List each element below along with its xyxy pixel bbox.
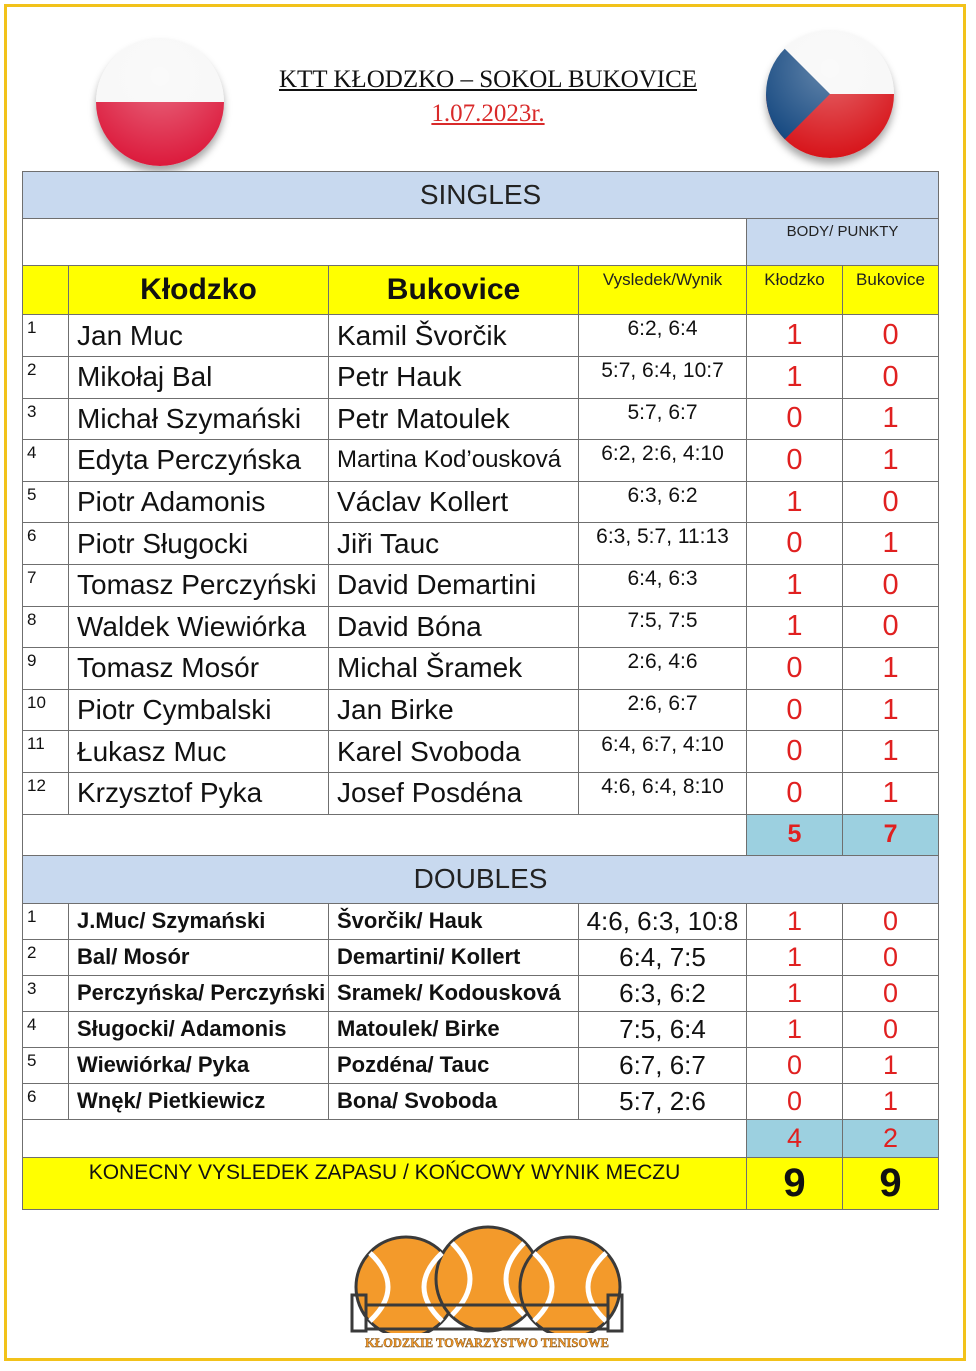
- points-team2: 0: [843, 564, 939, 606]
- singles-row: [23, 564, 939, 606]
- points-team1: 0: [747, 523, 843, 565]
- points-team2: 0: [843, 606, 939, 648]
- player-team1: Tomasz Mosór: [69, 648, 329, 690]
- row-number: 3: [23, 398, 69, 440]
- points-team2: 0: [843, 315, 939, 357]
- match-score: 6:3, 5:7, 11:13: [579, 523, 747, 565]
- player-team2: Jan Birke: [329, 689, 579, 731]
- points-team1: 1: [747, 606, 843, 648]
- singles-row: [23, 606, 939, 648]
- points-team2: 1: [843, 523, 939, 565]
- points-team2: 0: [843, 481, 939, 523]
- player-team1: Piotr Sługocki: [69, 523, 329, 565]
- match-score: 4:6, 6:4, 8:10: [579, 772, 747, 814]
- points-team2: 1: [843, 1047, 939, 1083]
- blank-cell: [23, 1119, 747, 1157]
- singles-row: [23, 772, 939, 814]
- row-number: 5: [23, 481, 69, 523]
- row-number: 9: [23, 648, 69, 690]
- pair-team1: Perczyńska/ Perczyński: [69, 975, 329, 1011]
- points-team2: 1: [843, 398, 939, 440]
- header-result: Vysledek/Wynik: [579, 266, 747, 315]
- header-no: [23, 266, 69, 315]
- player-team1: Edyta Perczyńska: [69, 440, 329, 482]
- singles-row: [23, 731, 939, 773]
- player-team1: Łukasz Muc: [69, 731, 329, 773]
- points-team1: 0: [747, 772, 843, 814]
- tennis-balls-logo-icon: [334, 1225, 640, 1353]
- singles-row: [23, 398, 939, 440]
- match-score: 7:5, 6:4: [579, 1011, 747, 1047]
- pair-team2: Matoulek/ Birke: [329, 1011, 579, 1047]
- match-score: 6:4, 6:7, 4:10: [579, 731, 747, 773]
- points-team1: 1: [747, 975, 843, 1011]
- player-team1: Waldek Wiewiórka: [69, 606, 329, 648]
- points-team2: 1: [843, 772, 939, 814]
- player-team1: Mikołaj Bal: [69, 357, 329, 399]
- singles-row: [23, 440, 939, 482]
- pair-team2: Sramek/ Kodousková: [329, 975, 579, 1011]
- singles-row: [23, 648, 939, 690]
- points-team2: 0: [843, 357, 939, 399]
- match-score: 6:4, 6:3: [579, 564, 747, 606]
- points-team2: 1: [843, 731, 939, 773]
- points-team1: 0: [747, 1047, 843, 1083]
- player-team1: Piotr Cymbalski: [69, 689, 329, 731]
- points-team1: 1: [747, 1011, 843, 1047]
- doubles-header-row: [23, 855, 939, 903]
- page-title: KTT KŁODZKO – SOKOL BUKOVICE: [278, 66, 698, 93]
- match-score: 4:6, 6:3, 10:8: [579, 903, 747, 939]
- match-score: 5:7, 6:7: [579, 398, 747, 440]
- blank-cell: [23, 814, 747, 855]
- doubles-row: [23, 1047, 939, 1083]
- doubles-row: [23, 1083, 939, 1119]
- row-number: 4: [23, 1011, 69, 1047]
- doubles-total-row: [23, 1119, 939, 1157]
- player-team2: David Bóna: [329, 606, 579, 648]
- points-team1: 0: [747, 440, 843, 482]
- points-team1: 1: [747, 481, 843, 523]
- pair-team1: Bal/ Mosór: [69, 939, 329, 975]
- player-team1: Krzysztof Pyka: [69, 772, 329, 814]
- player-team2: Karel Svoboda: [329, 731, 579, 773]
- row-number: 11: [23, 731, 69, 773]
- points-team2: 0: [843, 903, 939, 939]
- player-team2: Petr Hauk: [329, 357, 579, 399]
- pair-team1: Sługocki/ Adamonis: [69, 1011, 329, 1047]
- points-team1: 1: [747, 939, 843, 975]
- match-score: 2:6, 4:6: [579, 648, 747, 690]
- singles-section-header: SINGLES: [23, 172, 939, 219]
- pair-team2: Pozdéna/ Tauc: [329, 1047, 579, 1083]
- points-team2: 1: [843, 689, 939, 731]
- blank-cell: [23, 219, 747, 266]
- points-team2: 1: [843, 648, 939, 690]
- row-number: 1: [23, 903, 69, 939]
- points-team2: 1: [843, 440, 939, 482]
- row-number: 10: [23, 689, 69, 731]
- header-points-team1: Kłodzko: [747, 266, 843, 315]
- player-team2: Michal Šramek: [329, 648, 579, 690]
- match-score: 2:6, 6:7: [579, 689, 747, 731]
- row-number: 6: [23, 1083, 69, 1119]
- points-team2: 0: [843, 975, 939, 1011]
- row-number: 8: [23, 606, 69, 648]
- player-team2: Kamil Švorčik: [329, 315, 579, 357]
- header-team1: Kłodzko: [69, 266, 329, 315]
- singles-row: [23, 523, 939, 565]
- final-score-team1: 9: [747, 1157, 843, 1209]
- singles-row: [23, 315, 939, 357]
- row-number: 2: [23, 939, 69, 975]
- results-table: [22, 171, 939, 1210]
- points-team1: 1: [747, 903, 843, 939]
- points-header: BODY/ PUNKTY: [747, 219, 939, 266]
- row-number: 5: [23, 1047, 69, 1083]
- match-score: 7:5, 7:5: [579, 606, 747, 648]
- final-result-label: KONECNY VYSLEDEK ZAPASU / KOŃCOWY WYNIK MECZU: [23, 1157, 747, 1209]
- header-points-team2: Bukovice: [843, 266, 939, 315]
- match-score: 6:2, 2:6, 4:10: [579, 440, 747, 482]
- row-number: 1: [23, 315, 69, 357]
- match-score: 6:2, 6:4: [579, 315, 747, 357]
- points-team2: 1: [843, 1083, 939, 1119]
- row-number: 4: [23, 440, 69, 482]
- player-team1: Michał Szymański: [69, 398, 329, 440]
- player-team2: Petr Matoulek: [329, 398, 579, 440]
- points-team1: 0: [747, 689, 843, 731]
- row-number: 7: [23, 564, 69, 606]
- singles-row: [23, 689, 939, 731]
- player-team2: Martina Kod’ousková: [329, 440, 579, 482]
- match-score: 6:4, 7:5: [579, 939, 747, 975]
- singles-row: [23, 357, 939, 399]
- doubles-row: [23, 975, 939, 1011]
- final-row: [23, 1157, 939, 1209]
- player-team2: Josef Posdéna: [329, 772, 579, 814]
- match-date: 1.07.2023r.: [431, 100, 545, 127]
- row-number: 3: [23, 975, 69, 1011]
- flag-czech-icon: [766, 30, 894, 158]
- points-team1: 1: [747, 357, 843, 399]
- singles-row: [23, 481, 939, 523]
- singles-total-team2: 7: [843, 814, 939, 855]
- logo-text: KŁODZKIE TOWARZYSTWO TENISOWE: [365, 1336, 609, 1350]
- points-team2: 0: [843, 1011, 939, 1047]
- points-team1: 1: [747, 315, 843, 357]
- pair-team1: J.Muc/ Szymański: [69, 903, 329, 939]
- doubles-row: [23, 903, 939, 939]
- final-score-team2: 9: [843, 1157, 939, 1209]
- pair-team2: Demartini/ Kollert: [329, 939, 579, 975]
- player-team2: Jiři Tauc: [329, 523, 579, 565]
- player-team2: David Demartini: [329, 564, 579, 606]
- pair-team2: Švorčik/ Hauk: [329, 903, 579, 939]
- row-number: 2: [23, 357, 69, 399]
- match-score: 5:7, 2:6: [579, 1083, 747, 1119]
- player-team1: Tomasz Perczyński: [69, 564, 329, 606]
- points-team1: 1: [747, 564, 843, 606]
- player-team2: Václav Kollert: [329, 481, 579, 523]
- pair-team1: Wiewiórka/ Pyka: [69, 1047, 329, 1083]
- match-score: 6:7, 6:7: [579, 1047, 747, 1083]
- pair-team1: Wnęk/ Pietkiewicz: [69, 1083, 329, 1119]
- doubles-section-header: DOUBLES: [23, 855, 939, 903]
- club-logo: [334, 1225, 640, 1353]
- doubles-row: [23, 1011, 939, 1047]
- match-score: 6:3, 6:2: [579, 481, 747, 523]
- doubles-total-team2: 2: [843, 1119, 939, 1157]
- singles-total-team1: 5: [747, 814, 843, 855]
- doubles-total-team1: 4: [747, 1119, 843, 1157]
- row-number: 12: [23, 772, 69, 814]
- player-team1: Jan Muc: [69, 315, 329, 357]
- points-team1: 0: [747, 648, 843, 690]
- points-team1: 0: [747, 731, 843, 773]
- player-team1: Piotr Adamonis: [69, 481, 329, 523]
- match-score: 5:7, 6:4, 10:7: [579, 357, 747, 399]
- row-number: 6: [23, 523, 69, 565]
- doubles-row: [23, 939, 939, 975]
- points-team1: 0: [747, 1083, 843, 1119]
- points-team1: 0: [747, 398, 843, 440]
- header-team2: Bukovice: [329, 266, 579, 315]
- match-score: 6:3, 6:2: [579, 975, 747, 1011]
- pair-team2: Bona/ Svoboda: [329, 1083, 579, 1119]
- singles-total-row: [23, 814, 939, 855]
- points-team2: 0: [843, 939, 939, 975]
